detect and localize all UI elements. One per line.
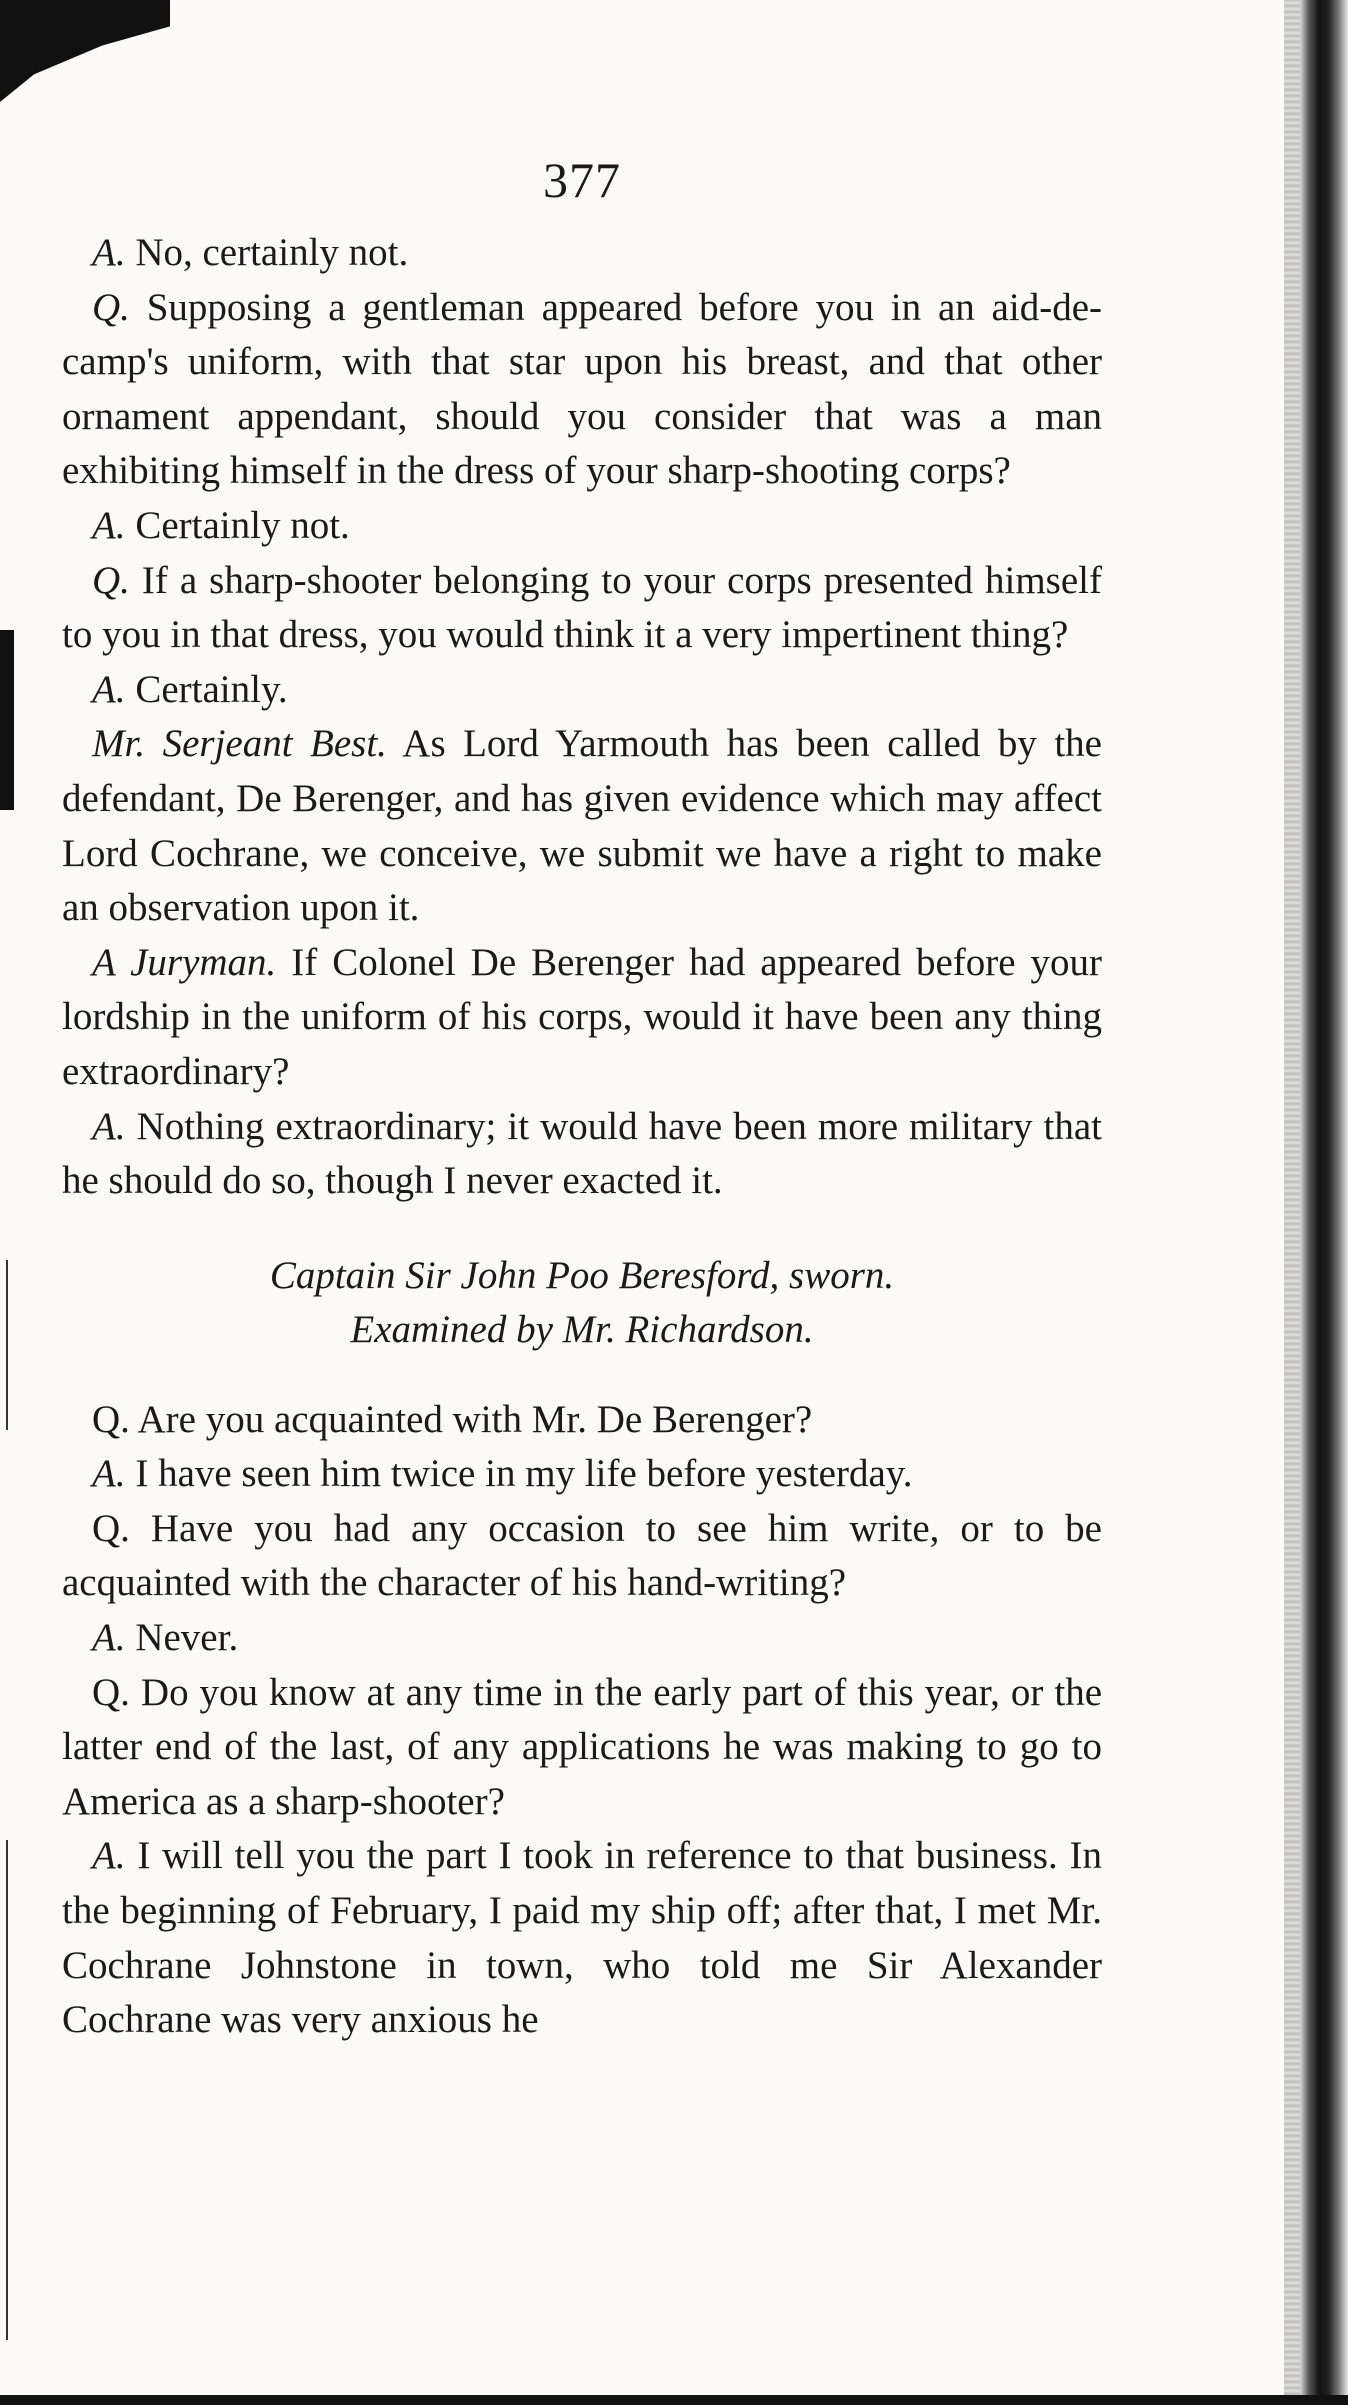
paragraph-question [62,1666,1102,1830]
paragraph-text: No, certainly not. [125,231,409,274]
paragraph-text: Have you had any occasion to see him write, or to be acquainted with the character of his hand-writing? [62,1506,1102,1605]
speaker-label: Q. [92,1670,130,1714]
speaker-label: Q. [92,285,130,329]
examined-by-line: Examined by Mr. Richardson. [350,1307,814,1351]
paragraph-text: Supposing a gentleman appeared before you in an aid-de-camp's uniform, with that star upon his breast, and that other ornament appendant, should you consider that was a man exhibiting himself in the dress of your sharp-shooting corps? [62,285,1102,493]
speaker-label: A. [92,231,126,274]
page-text [62,150,1102,2048]
paragraph-answer [62,226,1102,281]
scan-mark-left [0,630,14,810]
paragraph-text: Never. [125,1616,239,1660]
paragraph-question [62,1502,1102,1611]
paragraph-text: I have seen him twice in my life before yesterday. [125,1452,913,1496]
paragraph-answer [62,1100,1102,1209]
paragraph-answer [62,499,1102,554]
binding-shadow-top-left [0,0,170,120]
speaker-label: Mr. Serjeant Best. [92,722,387,766]
paragraph-counsel-statement [62,717,1102,935]
speaker-label: A. [92,503,126,547]
paragraph-text: If a sharp-shooter belonging to your corps presented himself to you in that dress, you would think it a very impertinent thing? [62,558,1102,657]
paragraph-text: Certainly not. [125,503,350,547]
paragraph-text: Are you acquainted with Mr. De Berenger? [129,1397,813,1441]
paragraph-juryman [62,936,1102,1100]
page-number: 377 [543,152,621,208]
scan-line-left-lower [6,1840,8,2340]
binding-edge-right [1300,0,1348,2405]
paragraph-text: If Colonel De Berenger had appeared before your lordship in the uniform of his corps, would it have been any thing extraordinary? [62,940,1102,1093]
binding-edge-bottom [0,2395,1348,2405]
speaker-label: A. [92,1452,126,1496]
page-edge-texture [1284,0,1300,2405]
paragraph-question [62,1393,1102,1448]
paragraph-text: I will tell you the part I took in reference to that business. In the beginning of February, I paid my ship off; after that, I met Mr. Cochrane Johnstone in town, who told me Sir Alexander Cochrane was very anxious he [62,1834,1102,2042]
speaker-label: A. [92,1104,126,1148]
paragraph-text: Certainly. [125,667,288,711]
speaker-label: A. [92,1834,126,1878]
speaker-label: Q. [92,1506,130,1550]
paragraph-text: As Lord Yarmouth has been called by the defendant, De Berenger, and has given evidence which may affect Lord Cochrane, we conceive, we submit we have a right to make an observation upon it. [62,722,1102,930]
speaker-label: A. [92,667,126,711]
paragraph-answer [62,1447,1102,1502]
paragraph-text: Do you know at any time in the early part of this year, or the latter end of the last, of any applications he was making to go to America as a sharp-shooter? [62,1670,1102,1823]
witness-sworn-line: Captain Sir John Poo Beresford, sworn. [269,1253,895,1297]
paragraph-answer [62,1829,1102,2047]
paragraph-question [62,281,1102,499]
paragraph-text: Nothing extraordinary; it would have been more military that he should do so, though I never exacted it. [62,1104,1102,1203]
speaker-label: A Juryman. [92,940,277,984]
scan-line-left [6,1260,8,1430]
speaker-label: A. [92,1616,126,1660]
paragraph-question [62,554,1102,663]
speaker-label: Q. [92,1397,130,1441]
paragraph-answer [62,1611,1102,1666]
paragraph-answer [62,663,1102,718]
witness-heading [62,1249,1102,1357]
speaker-label: Q. [92,558,130,602]
